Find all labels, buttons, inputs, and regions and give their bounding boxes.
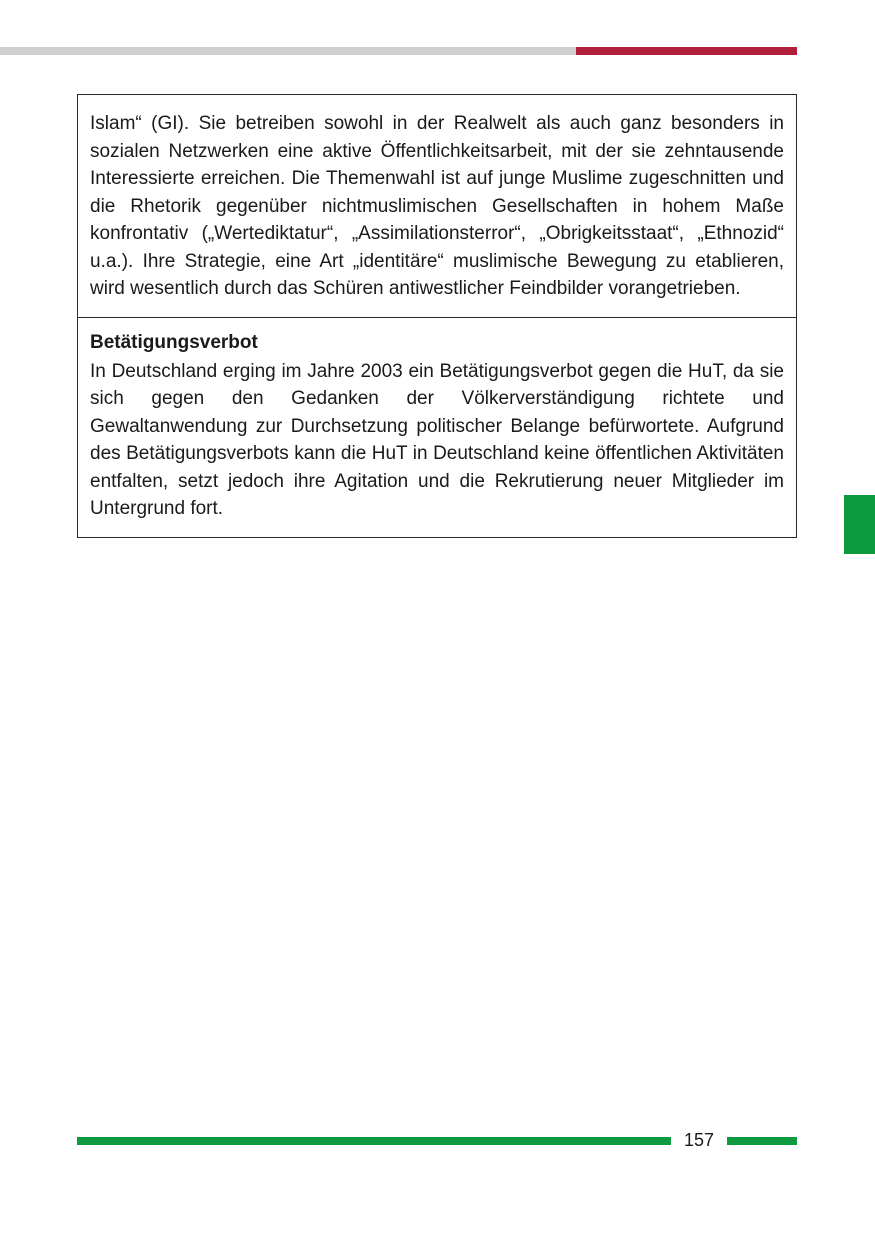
footer-rule-left — [77, 1137, 671, 1145]
info-box — [77, 94, 797, 538]
section-paragraph: In Deutschland erging im Jahre 2003 ein Betätigungsverbot gegen die HuT, da sie sich gegen den Gedanken der Völkerverständigung richtete und Gewaltanwendung zur Durchsetzung politischer Belange befürwortete. Aufgrund des Betätigungsverbots kann die HuT in Deutschland keine öffentlichen Aktivitäten entfalten, setzt jedoch ihre Agitation und die Rekrutierung neuer Mitglieder im Untergrund fort. — [90, 360, 784, 519]
header-rule-gray — [0, 47, 576, 55]
page-number: 157 — [683, 1130, 715, 1150]
info-box-intro-cell — [78, 95, 796, 317]
header-rule-red — [576, 47, 797, 55]
footer-rule-right — [727, 1137, 797, 1145]
info-box-section-cell — [78, 317, 796, 537]
intro-paragraph: Islam“ (GI). Sie betreiben sowohl in der Realwelt als auch ganz besonders in sozialen Netzwerken eine aktive Öffentlichkeitsarbeit, mit der sie zehntausende Interessierte erreichen. Die Themenwahl ist auf junge Muslime zugeschnitten und die Rhetorik gegenüber nichtmuslimischen Gesellschaften in hohem Maße konfrontativ („Wertediktatur“, „Assimilationsterror“, „Obrigkeitsstaat“, „Ethnozid“ u.a.). Ihre Strategie, eine Art „identitäre“ muslimische Bewegung zu etablieren, wird wesentlich durch das Schüren antiwestlicher Feindbilder vorangetrieben. — [90, 113, 784, 299]
chapter-tab-marker — [844, 495, 875, 554]
section-heading: Betätigungsverbot — [90, 331, 258, 353]
